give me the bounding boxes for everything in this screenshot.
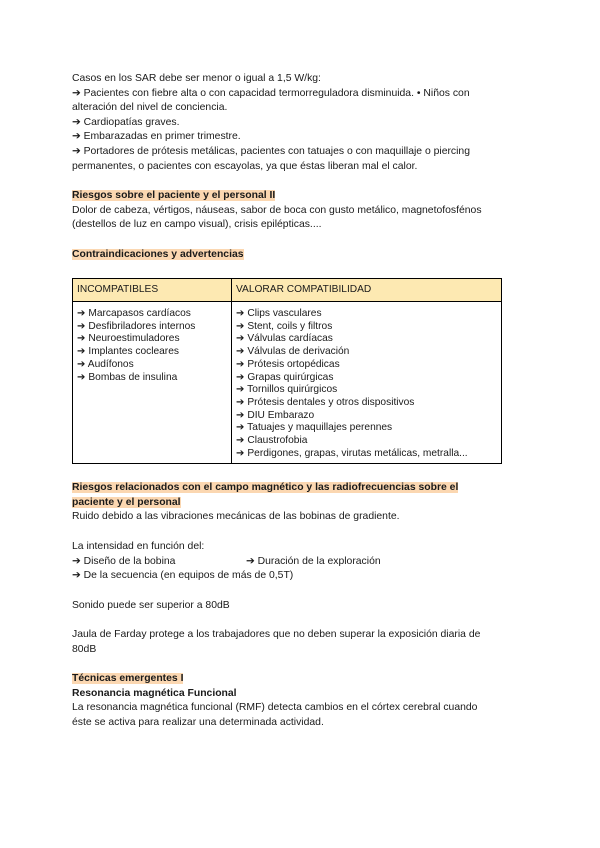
list-item: ➔ Tornillos quirúrgicos	[236, 384, 338, 396]
text-line: Sonido puede ser superior a 80dB	[72, 600, 230, 611]
list-item: ➔ Perdigones, grapas, virutas metálicas, metralla...	[236, 447, 468, 459]
text-line: La intensidad en función del:	[72, 541, 205, 552]
campo-magnetico-section	[72, 481, 512, 525]
list-item: ➔ Tatuajes y maquillajes perennes	[236, 422, 393, 434]
list-item: ➔ Stent, coils y filtros	[236, 320, 333, 332]
subsection-heading: Resonancia magnética Funcional	[72, 687, 237, 699]
jaula-paragraph	[72, 628, 512, 657]
section-heading: Riesgos sobre el paciente y el personal II	[72, 190, 276, 201]
valorar-list	[236, 308, 497, 460]
valorar-cell	[232, 302, 502, 464]
intensidad-block	[72, 540, 512, 584]
section-heading: Riesgos relacionados con el campo magnético y las radiofrecuencias sobre el	[72, 482, 459, 493]
incompatibles-cell	[73, 302, 232, 464]
list-item: ➔ Desfibriladores internos	[77, 320, 196, 332]
list-item: ➔ Implantes cocleares	[77, 346, 179, 358]
list-item: ➔ Diseño de la bobina	[72, 555, 176, 567]
text-line: Jaula de Farday protege a los trabajadores que no deben superar la exposición diaria de	[72, 629, 481, 640]
section-heading: Contraindicaciones y advertencias	[72, 249, 244, 260]
list-item: ➔ Duración de la exploración	[246, 555, 381, 567]
list-item: ➔ Neuroestimuladores	[77, 333, 180, 345]
compatibility-table	[72, 278, 502, 464]
list-item: ➔ Bombas de insulina	[77, 371, 178, 383]
text-line: Ruido debido a las vibraciones mecánicas de las bobinas de gradiente.	[72, 511, 400, 523]
list-item: ➔ Grapas quirúrgicas	[236, 371, 334, 383]
section-heading-continued: paciente y el personal	[72, 496, 181, 508]
riesgos-section	[72, 189, 512, 233]
list-item: ➔ Marcapasos cardíacos	[77, 308, 191, 319]
list-item: ➔ Clips vasculares	[236, 308, 322, 319]
list-item: ➔ DIU Embarazo	[236, 409, 315, 421]
text-line: Dolor de cabeza, vértigos, náuseas, sabor de boca con gusto metálico, magnetofosfénos	[72, 204, 482, 216]
text-line: ➔ Portadores de prótesis metálicas, pacientes con tatuajes o con maquillaje o piercing	[72, 145, 470, 157]
intensidad-items-row	[72, 555, 512, 570]
text-line: La resonancia magnética funcional (RMF) detecta cambios en el córtex cerebral cuando	[72, 702, 478, 714]
text-line: 80dB	[72, 643, 97, 655]
list-item: ➔ Prótesis dentales y otros dispositivos	[236, 396, 415, 408]
table-header-incompatibles: INCOMPATIBLES	[73, 279, 232, 302]
section-heading: Técnicas emergentes I	[72, 673, 184, 684]
list-item: ➔ De la secuencia (en equipos de más de 0,5T)	[72, 570, 294, 582]
text-line: alteración del nivel de conciencia.	[72, 102, 228, 114]
list-item: ➔ Audífonos	[77, 358, 134, 370]
list-item: ➔ Válvulas de derivación	[236, 346, 350, 358]
text-line: (destellos de luz en campo visual), crisis epilépticas....	[72, 219, 322, 231]
sonido-paragraph	[72, 599, 512, 614]
tecnicas-section	[72, 672, 512, 730]
list-item: ➔ Prótesis ortopédicas	[236, 358, 340, 370]
text-line: ➔ Pacientes con fiebre alta o con capacidad termorreguladora disminuida. • Niños con	[72, 87, 470, 99]
incompatibles-list	[77, 308, 227, 384]
text-line: ➔ Embarazadas en primer trimestre.	[72, 131, 241, 143]
table-header-valorar: VALORAR COMPATIBILIDAD	[232, 279, 502, 302]
text-line: Casos en los SAR debe ser menor o igual a 1,5 W/kg:	[72, 73, 321, 84]
list-item: ➔ Válvulas cardíacas	[236, 333, 333, 345]
sar-paragraph	[72, 72, 512, 174]
list-item: ➔ Claustrofobia	[236, 435, 308, 447]
text-line: permanentes, o pacientes con escayolas, ya que éstas liberan mal el calor.	[72, 160, 418, 172]
contraindicaciones-section	[72, 248, 512, 263]
text-line: éste se activa para realizar una determinada actividad.	[72, 716, 324, 728]
text-line: ➔ Cardiopatías graves.	[72, 116, 180, 128]
